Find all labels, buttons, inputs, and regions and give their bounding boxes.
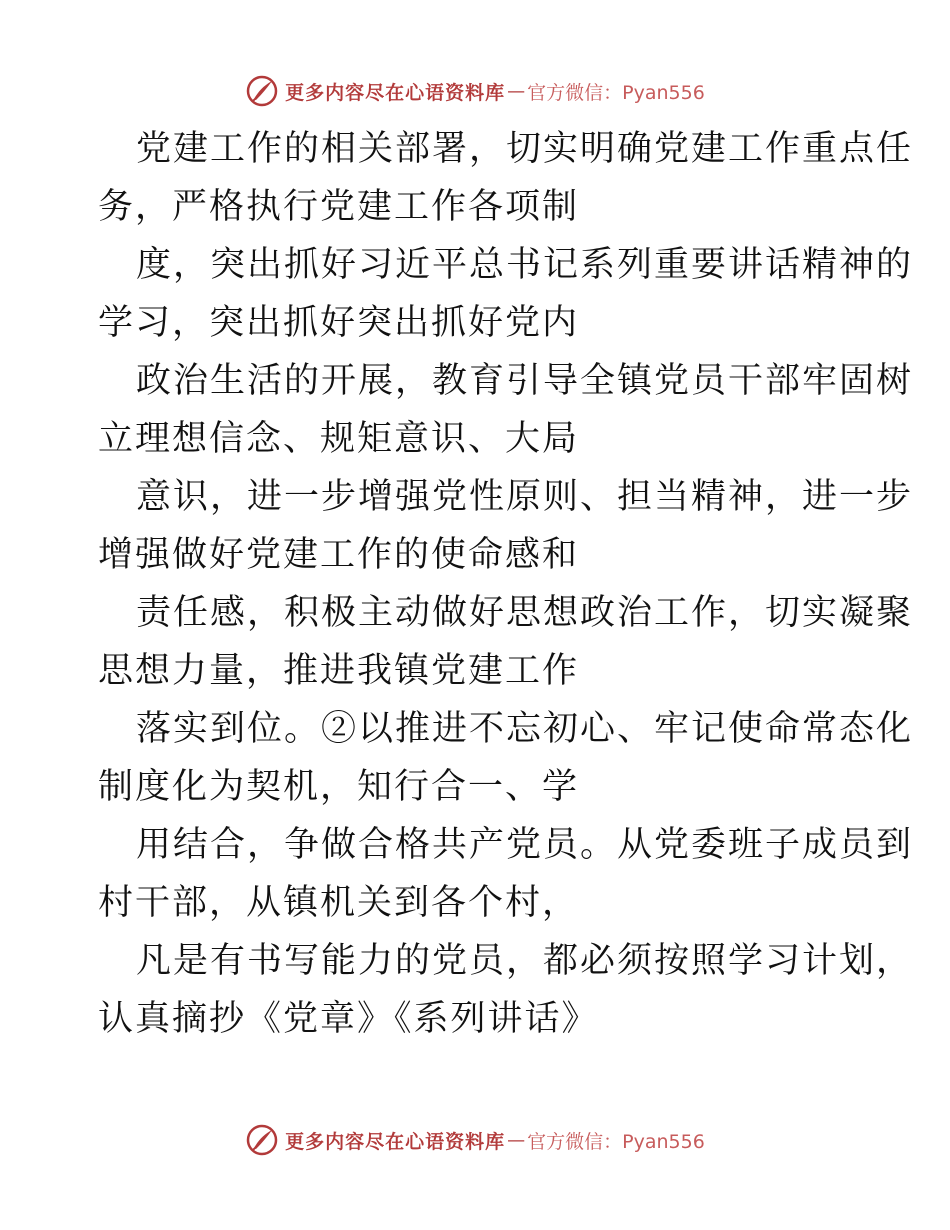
body-line-14: 村干部，从镇机关到各个村，: [98, 883, 580, 923]
body-line-10: 思想力量，推进我镇党建工作: [98, 651, 580, 691]
body-line-13: 用结合，争做合格共产党员。从党委班子成员到: [136, 825, 914, 865]
header-banner-text: 更多内容尽在心语资料库: [285, 81, 506, 104]
header-banner: [0, 71, 950, 111]
header-banner-separator: —: [507, 80, 526, 102]
document-body: [98, 120, 914, 1048]
body-line-4: 学习，突出抓好突出抓好党内: [98, 303, 580, 343]
body-line-1: 党建工作的相关部署，切实明确党建工作重点任: [136, 129, 914, 169]
body-line-2: 务，严格执行党建工作各项制: [98, 187, 580, 227]
header-banner-contact: 官方微信：Pyan556: [527, 81, 705, 104]
body-line-3: 度，突出抓好习近平总书记系列重要讲话精神的: [136, 245, 914, 285]
footer-banner-text: 更多内容尽在心语资料库: [285, 1130, 506, 1153]
quill-pen-logo-icon: [245, 1123, 279, 1157]
body-line-16: 认真摘抄《党章》《系列讲话》: [98, 999, 599, 1039]
footer-banner-separator: —: [507, 1129, 526, 1151]
footer-banner-contact: 官方微信：Pyan556: [527, 1130, 705, 1153]
body-line-6: 立理想信念、规矩意识、大局: [98, 419, 580, 459]
body-line-12: 制度化为契机，知行合一、学: [98, 767, 580, 807]
body-line-15: 凡是有书写能力的党员，都必须按照学习计划，: [136, 941, 914, 981]
footer-banner: [0, 1120, 950, 1160]
body-line-11: 落实到位。②以推进不忘初心、牢记使命常态化: [136, 709, 914, 749]
body-line-7: 意识，进一步增强党性原则、担当精神，进一步: [136, 477, 914, 517]
body-line-5: 政治生活的开展，教育引导全镇党员干部牢固树: [136, 361, 914, 401]
body-line-8: 增强做好党建工作的使命感和: [98, 535, 580, 575]
body-line-9: 责任感，积极主动做好思想政治工作，切实凝聚: [136, 593, 914, 633]
quill-pen-logo-icon: [245, 74, 279, 108]
